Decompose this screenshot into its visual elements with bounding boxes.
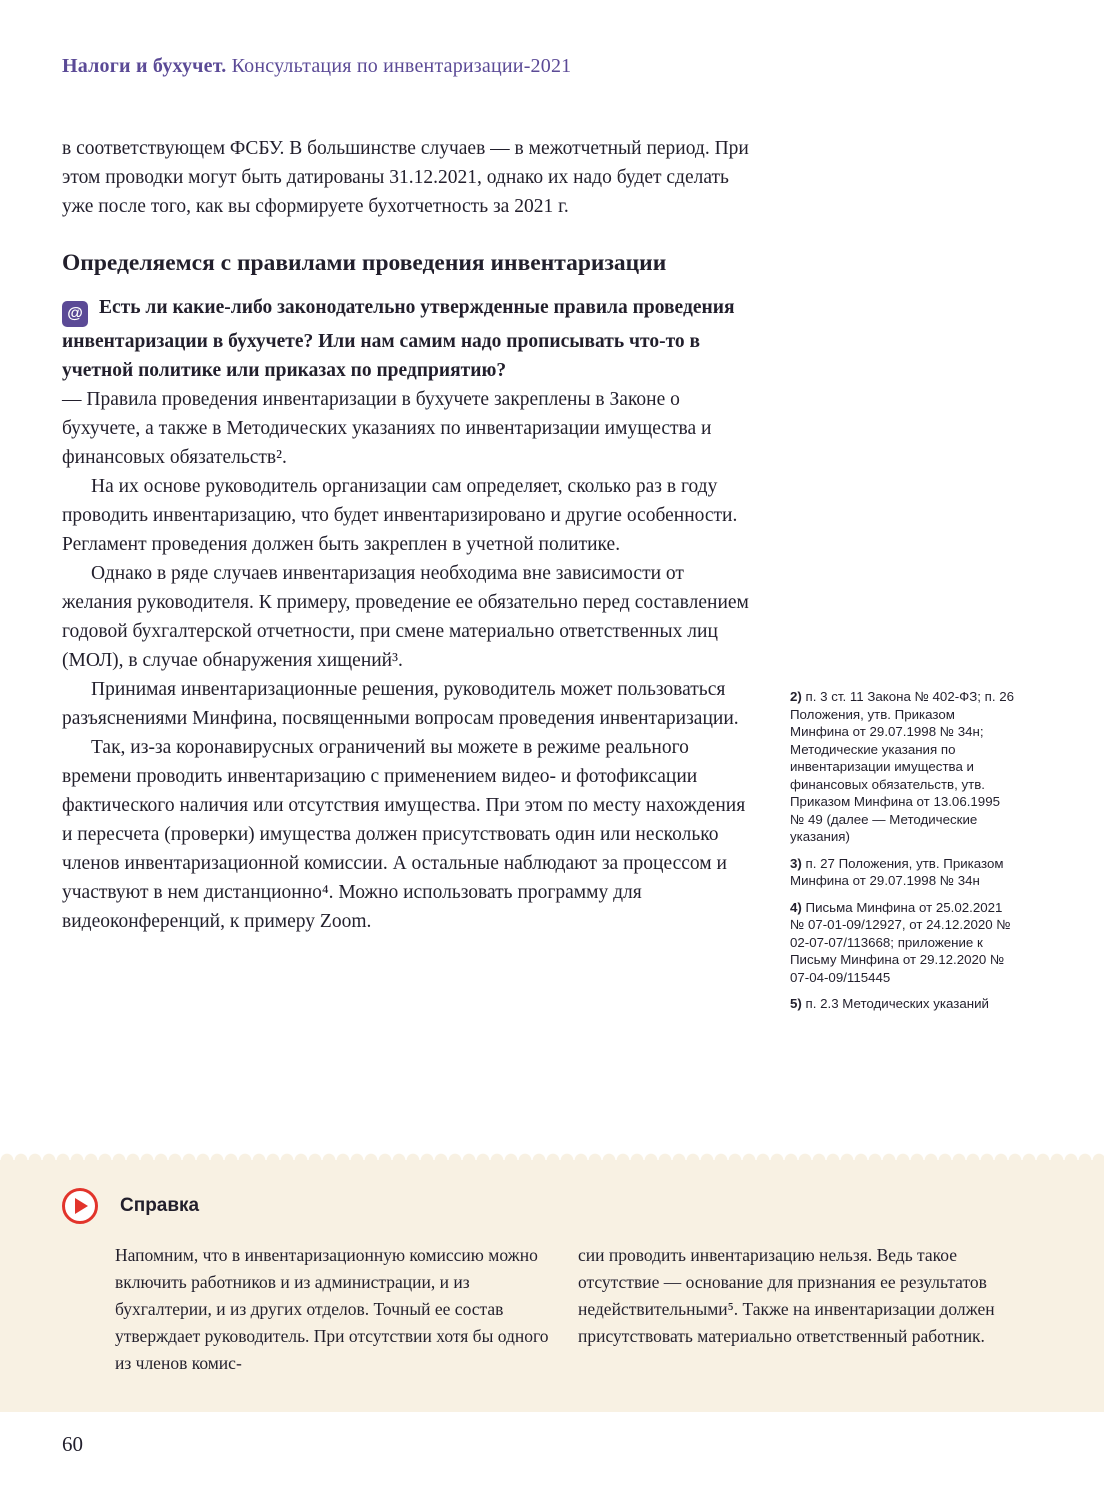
play-icon: [62, 1188, 98, 1224]
body-paragraph: Однако в ряде случаев инвентаризация необходима вне зависимости от желания руководителя. К примеру, проведение ее обязательно перед составлением годовой бухгалтерской отчетности, при смене материально ответственных лиц (МОЛ), в случае обнаружения хищений³.: [62, 563, 749, 671]
page-header: [62, 55, 571, 78]
body-paragraph: — Правила проведения инвентаризации в бухучете закреплены в Законе о бухучете, а также в Методических указаниях по инвентаризации имущества и финансовых обязательств².: [62, 389, 712, 468]
footnote-text: п. 27 Положения, утв. Приказом Минфина от 29.07.1998 № 34н: [790, 855, 1004, 888]
footnote: [790, 855, 1016, 890]
reference-box-columns: [115, 1242, 1034, 1377]
footnotes-sidebar: [790, 688, 1016, 1022]
body-paragraph: Так, из-за коронавирусных ограничений вы можете в режиме реального времени проводить инвентаризацию с применением видео- и фотофиксации фактического наличия или отсутствия имущества. При этом по месту нахождения и пересчета (проверки) имущества должен присутствовать один или несколько членов инвентаризационной комиссии. А остальные наблюдают за процессом и участвуют в нем дистанционно⁴. Можно использовать программу для видеоконференций, к примеру Zoom.: [62, 737, 746, 932]
reference-box-header: [62, 1188, 199, 1224]
intro-paragraph: в соответствующем ФСБУ. В большинстве случаев — в межотчетный период. При этом проводки могут быть датированы 31.12.2021, однако их надо будет сделать уже после того, как вы сформируете бухотчетность за 2021 г.: [62, 138, 749, 217]
footnote: [790, 899, 1016, 987]
footnote-text: Письма Минфина от 25.02.2021 № 07-01-09/12927, от 24.12.2020 № 02-07-07/113668; приложение к Письму Минфина от 29.12.2020 № 07-04-09/115445: [790, 899, 1011, 985]
reference-column-left: Напомним, что в инвентаризационную комиссию можно включить работников и из администрации, и из бухгалтерии, и из других отделов. Точный ее состав утверждает руководитель. При отсутствии хотя бы одного из членов комис-: [115, 1245, 549, 1373]
question-paragraph: [62, 293, 752, 385]
footnote-number: 4): [790, 899, 802, 915]
reference-box: [0, 1160, 1104, 1412]
footnote-text: п. 3 ст. 11 Закона № 402-ФЗ; п. 26 Положения, утв. Приказом Минфина от 29.07.1998 № 34н; Методические указания по инвентаризации имущества и финансовых обязательств, утв. Приказом Минфина от 13.06.1995 № 49 (далее — Методические указания): [790, 689, 1015, 844]
footnote: [790, 688, 1016, 846]
body-paragraph: На их основе руководитель организации сам определяет, сколько раз в году проводить инвентаризацию, что будет инвентаризировано и другие особенности. Регламент проведения должен быть закреплен в учетной политике.: [62, 476, 738, 555]
main-column: [62, 134, 752, 936]
at-icon: @: [62, 301, 88, 327]
footnote-number: 2): [790, 689, 802, 704]
question-text: Есть ли какие-либо законодательно утвержденные правила проведения инвентаризации в бухучете? Или нам самим надо прописывать что-то в учетной политике или приказах по предприятию?: [62, 297, 735, 381]
footnote-number: 3): [790, 855, 802, 871]
footnote-text: п. 2.3 Методических указаний: [805, 996, 989, 1011]
reference-box-title: Справка: [120, 1195, 200, 1216]
page-number: 60: [62, 1432, 83, 1456]
body-paragraph: Принимая инвентаризационные решения, руководитель может пользоваться разъяснениями Минфина, посвященными вопросам проведения инвентаризации.: [62, 679, 739, 729]
magazine-title: Налоги и бухучет.: [62, 55, 227, 77]
article-title: Консультация по инвентаризации-2021: [226, 55, 572, 77]
section-title: Определяемся с правилами проведения инвентаризации: [62, 250, 667, 276]
footnote: [790, 995, 1016, 1013]
reference-column-right: сии проводить инвентаризацию нельзя. Ведь такое отсутствие — основание для признания ее результатов недействительными⁵. Также на инвентаризации должен присутствовать материально ответственный работник.: [578, 1245, 995, 1346]
footnote-number: 5): [790, 996, 802, 1011]
